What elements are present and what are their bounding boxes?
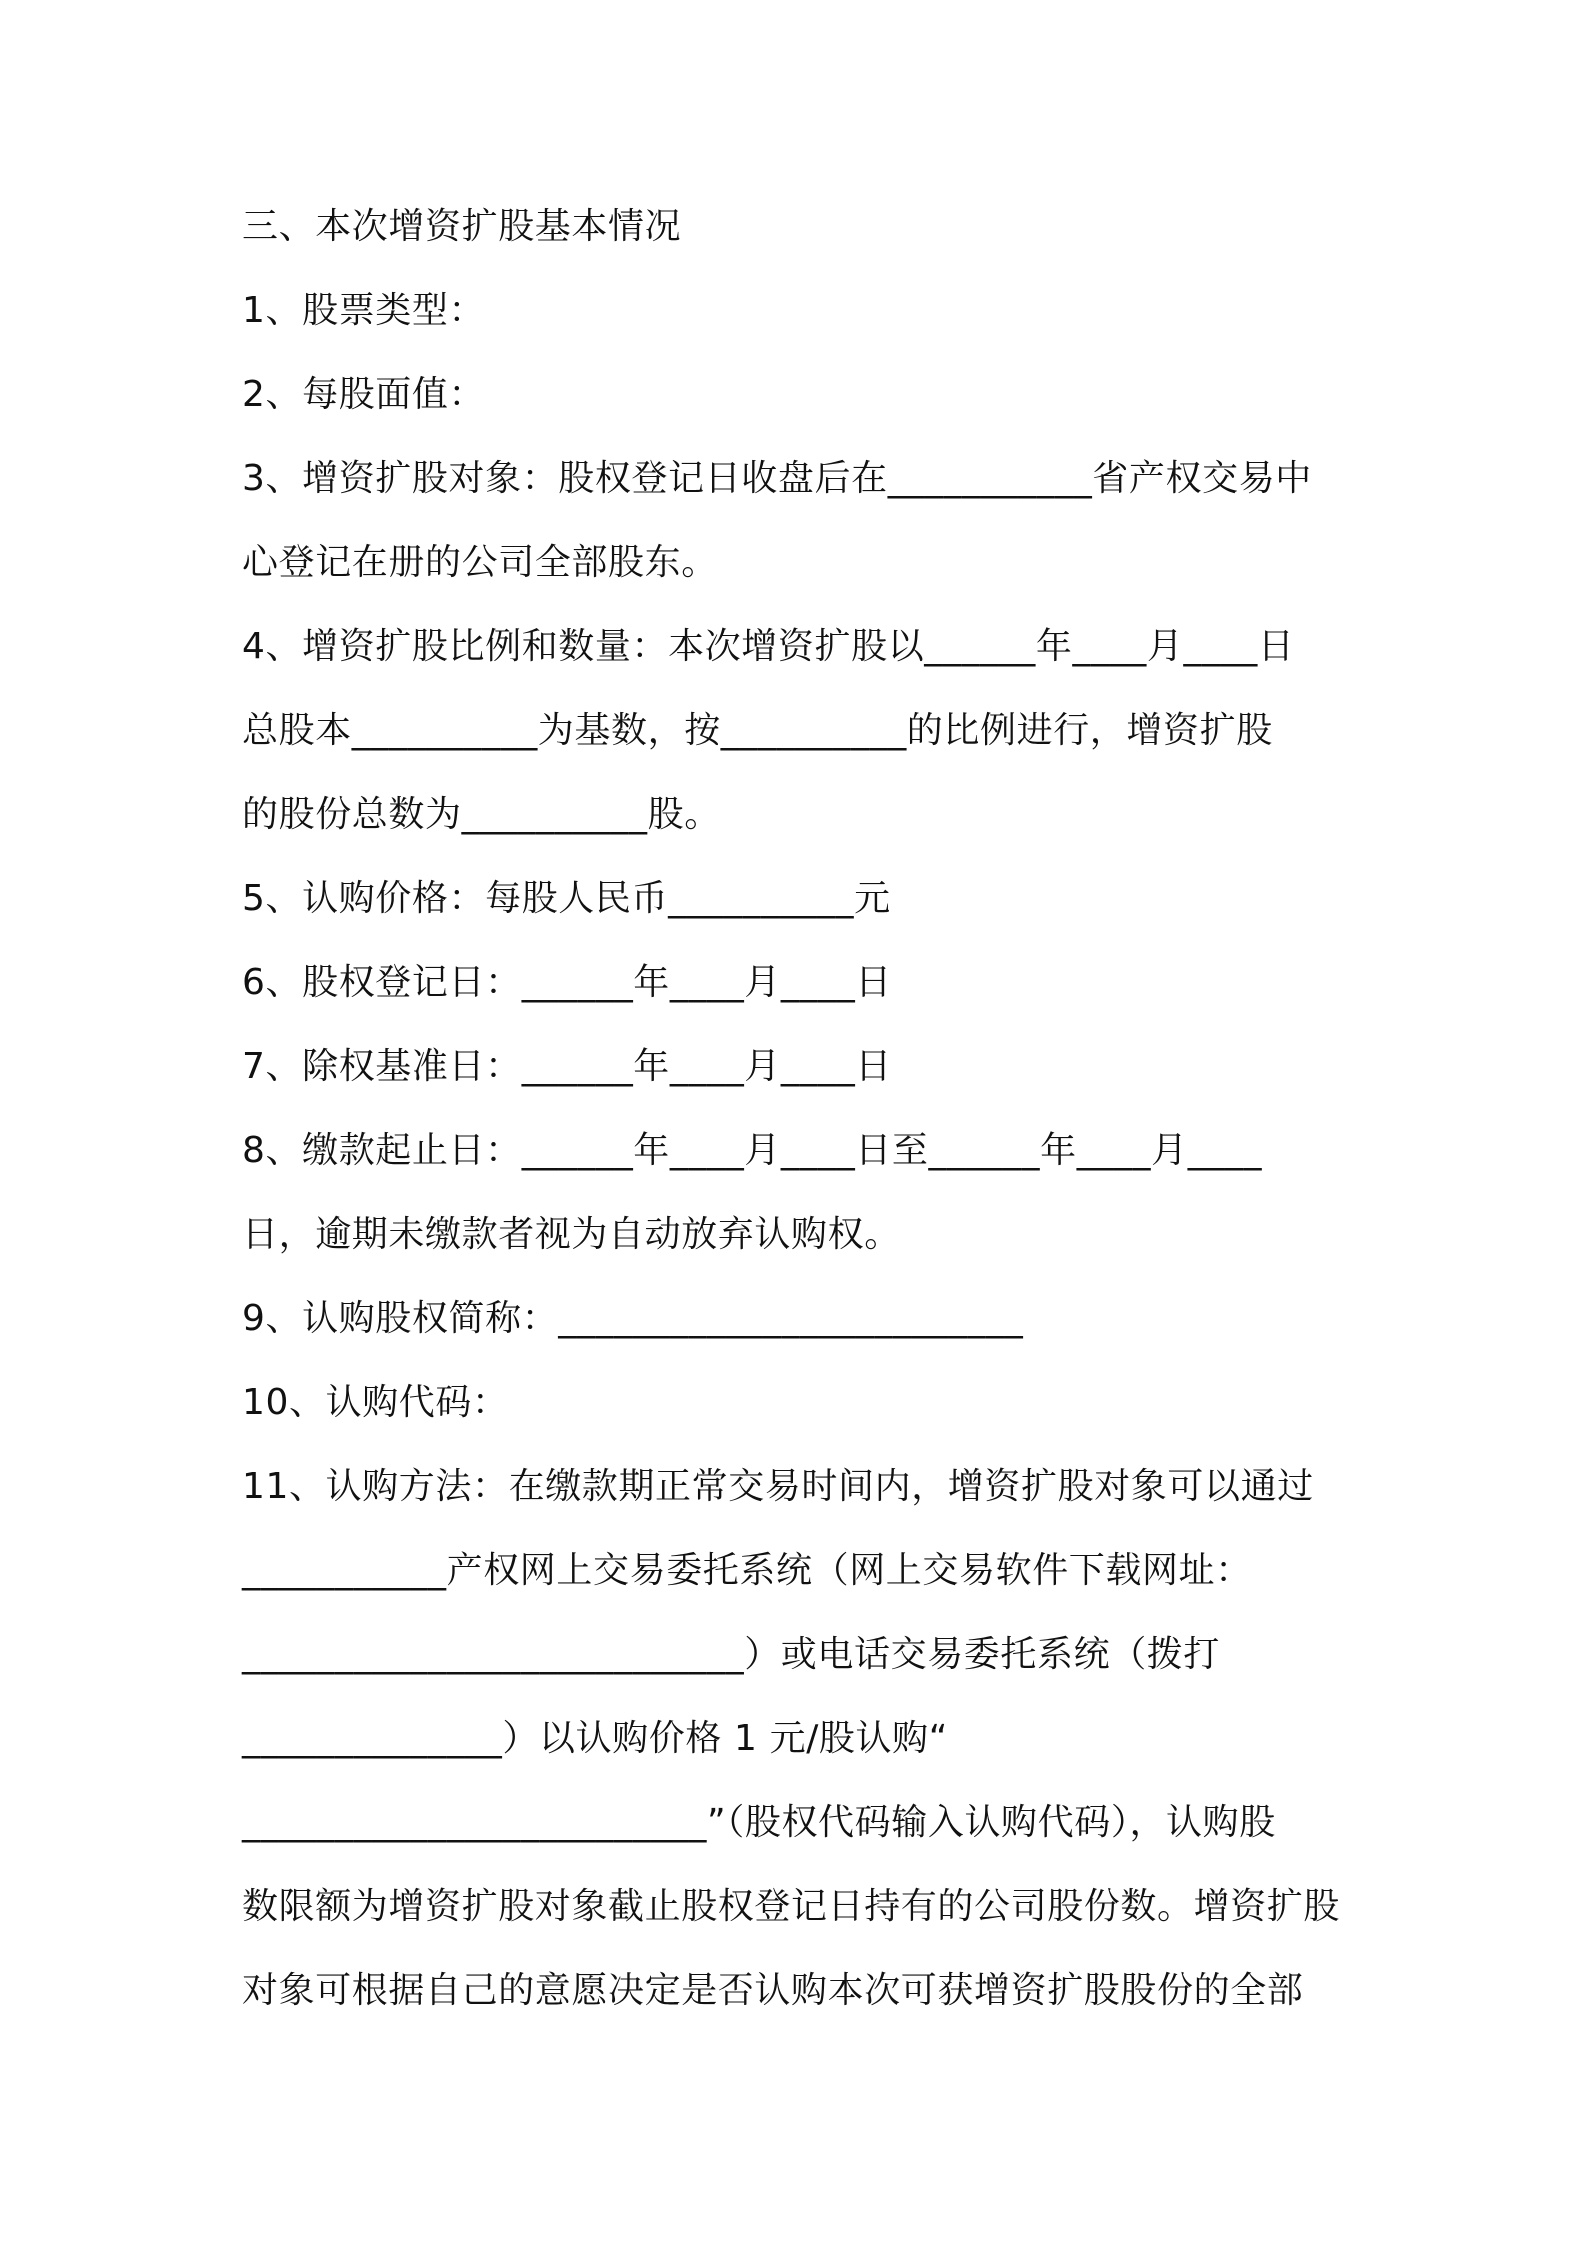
text-line: 2、每股面值： xyxy=(242,374,486,415)
text-line: 11、认购方法：在缴款期正常交易时间内，增资扩股对象可以通过 xyxy=(242,1466,1314,1507)
section-heading: 三、本次增资扩股基本情况 xyxy=(242,206,682,247)
text-line: 8、缴款起止日：______年____月____日至______年____月____ xyxy=(242,1130,1263,1171)
text-line: _________________________”（股权代码输入认购代码），认购股 xyxy=(242,1802,1276,1843)
text-line: 10、认购代码： xyxy=(242,1382,509,1423)
text-line: ___________产权网上交易委托系统（网上交易软件下载网址： xyxy=(242,1550,1252,1591)
text-line: 日，逾期未缴款者视为自动放弃认购权。 xyxy=(242,1214,901,1255)
text-line: 7、除权基准日：______年____月____日 xyxy=(242,1046,892,1087)
text-line: 的股份总数为__________股。 xyxy=(242,794,721,835)
text-line: 3、增资扩股对象：股权登记日收盘后在___________省产权交易中 xyxy=(242,458,1312,499)
text-line: 总股本__________为基数，按__________的比例进行，增资扩股 xyxy=(242,710,1273,751)
text-line: ______________）以认购价格 1 元/股认购“ xyxy=(242,1718,948,1759)
text-line: 1、股票类型： xyxy=(242,290,486,331)
text-line: ___________________________）或电话交易委托系统（拨打 xyxy=(242,1634,1220,1675)
text-line: 对象可根据自己的意愿决定是否认购本次可获增资扩股股份的全部 xyxy=(242,1970,1304,2011)
text-line: 9、认购股权简称：_________________________ xyxy=(242,1298,1024,1339)
text-line: 数限额为增资扩股对象截止股权登记日持有的公司股份数。增资扩股 xyxy=(242,1886,1341,1927)
text-line: 4、增资扩股比例和数量：本次增资扩股以______年____月____日 xyxy=(242,626,1295,667)
text-line: 5、认购价格：每股人民币__________元 xyxy=(242,878,891,919)
text-line: 心登记在册的公司全部股东。 xyxy=(242,542,718,583)
text-line: 6、股权登记日：______年____月____日 xyxy=(242,962,892,1003)
